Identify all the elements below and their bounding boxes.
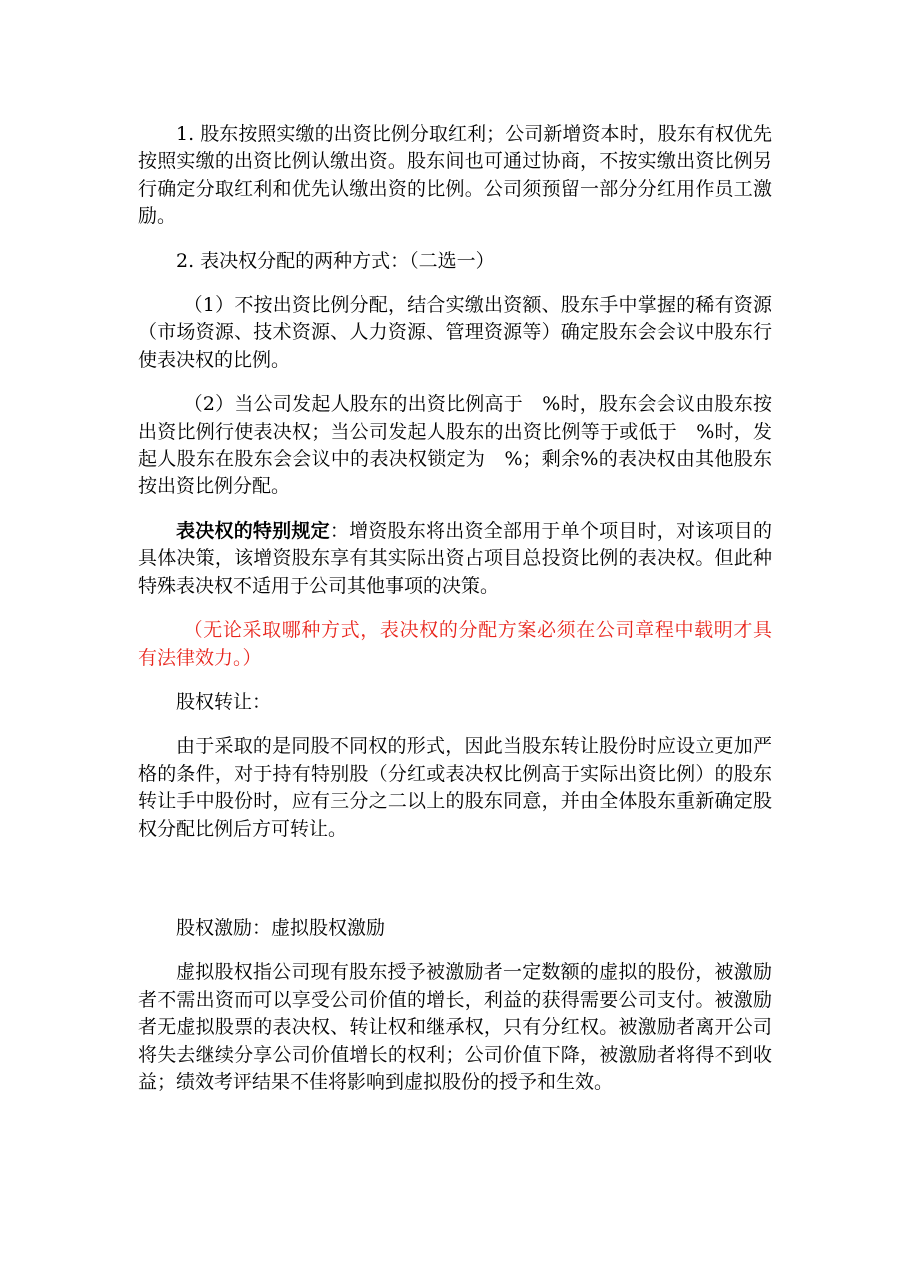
equity-incentive-heading: 股权激励：虚拟股权激励 <box>176 916 386 939</box>
voting-method-1: （1）不按出资比例分配，结合实缴出资额、股东手中掌握的稀有资源（市场资源、技术资源、人力资源、管理资源等）确定股东会会议中股东行使表决权的比例。 <box>138 294 772 371</box>
voting-special-rule-text: ：增资股东将出资全部用于单个项目时，对该项目的具体决策，该增资股东享有其实际出资占项目总投资比例的表决权。但此种特殊表决权不适用于公司其他事项的决策。 <box>138 519 772 597</box>
virtual-equity-clause: 虚拟股权指公司现有股东授予被激励者一定数额的虚拟的股份，被激励者不需出资而可以享受公司价值的增长，利益的获得需要公司支付。被激励者无虚拟股票的表决权、转让权和继承权，只有分红权。被激励者离开公司将失去继续分享公司价值增长的权利；公司价值下降，被激励者将得不到收益；绩效考评结果不佳将影响到虚拟股份的授予和生效。 <box>138 961 772 1093</box>
equity-transfer-clause: 由于采取的是同股不同权的形式，因此当股东转让股份时应设立更加严格的条件，对于持有特别股（分红或表决权比例高于实际出资比例）的股东转让手中股份时，应有三分之二以上的股东同意，并由全体股东重新确定股权分配比例后方可转让。 <box>138 735 772 840</box>
equity-transfer-heading: 股权转让： <box>176 690 272 713</box>
voting-special-rule-title: 表决权的特别规定 <box>176 519 330 542</box>
voting-method-2: （2）当公司发起人股东的出资比例高于 %时，股东会会议由股东按出资比例行使表决权；当公司发起人股东的出资比例等于或低于 %时，发起人股东在股东会会议中的表决权锁定为 %；剩余%的表决权由其他股东按出资比例分配。 <box>138 393 772 498</box>
voting-special-rule <box>138 518 772 600</box>
dividend-clause: 1. 股东按照实缴的出资比例分取红利；公司新增资本时，股东有权优先按照实缴的出资比例认缴出资。股东间也可通过协商，不按实缴出资比例另行确定分取红利和优先认缴出资的比例。公司须预留一部分分红用作员工激励。 <box>138 123 772 228</box>
legal-effect-note: （无论采取哪种方式，表决权的分配方案必须在公司章程中载明才具有法律效力。） <box>138 619 772 669</box>
voting-methods-heading: 2. 表决权分配的两种方式：（二选一） <box>176 249 495 272</box>
document-page <box>138 121 772 1096</box>
